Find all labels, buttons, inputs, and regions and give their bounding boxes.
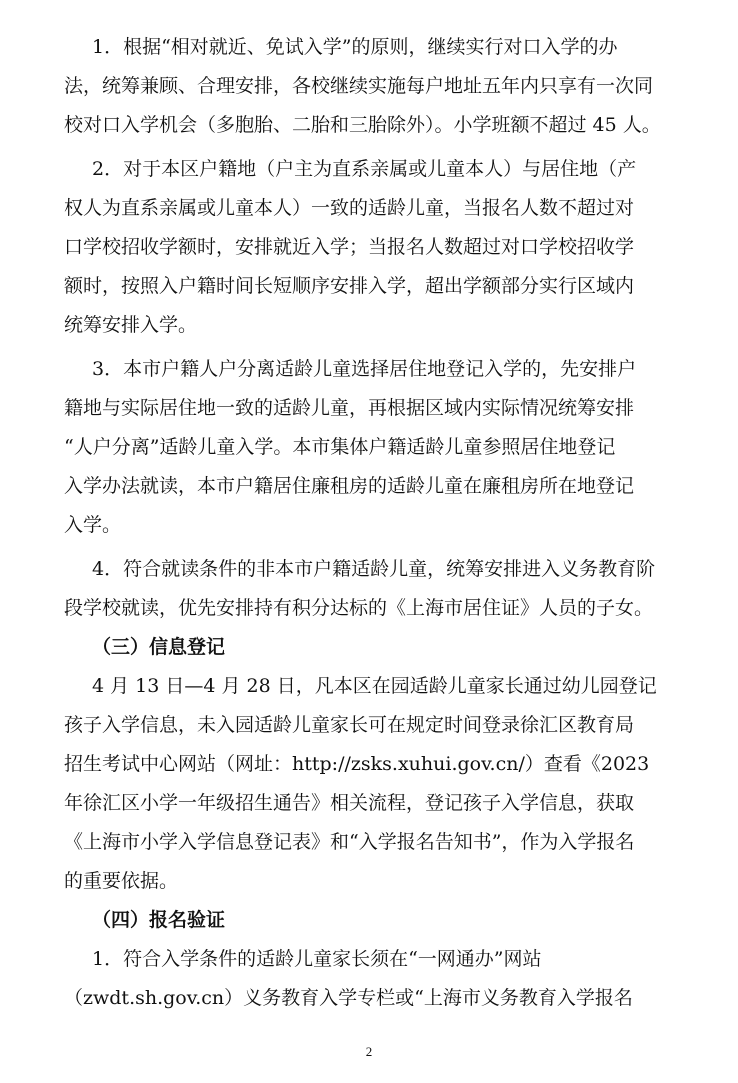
section-3-line-2: 孩子入学信息，未入园适龄儿童家长可在规定时间登录徐汇区教育局 (64, 714, 635, 736)
paragraph-1-line-1: 1．根据“相对就近、免试入学”的原则，继续实行对口入学的办 (92, 36, 618, 58)
section-3-line-6: 的重要依据。 (64, 870, 179, 892)
section-3-line-1: 4 月 13 日—4 月 28 日，凡本区在园适龄儿童家长通过幼儿园登记 (92, 675, 657, 697)
paragraph-2-line-3: 口学校招收学额时，安排就近入学；当报名人数超过对口学校招收学 (64, 236, 635, 258)
paragraph-2-line-2: 权人为直系亲属或儿童本人）一致的适龄儿童，当报名人数不超过对 (64, 197, 635, 219)
paragraph-2-line-5: 统筹安排入学。 (64, 314, 198, 336)
paragraph-3-line-1: 3．本市户籍人户分离适龄儿童选择居住地登记入学的，先安排户 (92, 358, 637, 380)
paragraph-2-line-4: 额时，按照入户籍时间长短顺序安排入学，超出学额部分实行区域内 (64, 275, 635, 297)
section-4-line-2: （zwdt.sh.gov.cn）义务教育入学专栏或“上海市义务教育入学报名 (64, 987, 633, 1009)
section-4-line-1: 1．符合入学条件的适龄儿童家长须在“一网通办”网站 (92, 948, 542, 970)
paragraph-4-line-2: 段学校就读，优先安排持有积分达标的《上海市居住证》人员的子女。 (64, 597, 654, 619)
section-3-line-3: 招生考试中心网站（网址：http://zsks.xuhui.gov.cn/）查看《2023 (64, 753, 650, 775)
paragraph-4-line-1: 4．符合就读条件的非本市户籍适龄儿童，统筹安排进入义务教育阶 (92, 558, 656, 580)
paragraph-1-line-3: 校对口入学机会（多胞胎、二胎和三胎除外）。小学班额不超过 45 人。 (64, 114, 661, 136)
paragraph-3-line-3: “人户分离”适龄儿童入学。本市集体户籍适龄儿童参照居住地登记 (64, 436, 616, 458)
paragraph-3-line-2: 籍地与实际居住地一致的适龄儿童，再根据区域内实际情况统筹安排 (64, 397, 635, 419)
paragraph-3-line-5: 入学。 (64, 514, 122, 536)
section-3-heading: （三）信息登记 (92, 636, 226, 658)
section-3-line-4: 年徐汇区小学一年级招生通告》相关流程，登记孩子入学信息，获取 (64, 792, 635, 814)
paragraph-1-line-2: 法，统筹兼顾、合理安排，各校继续实施每户地址五年内只享有一次同 (64, 75, 654, 97)
paragraph-3-line-4: 入学办法就读，本市户籍居住廉租房的适龄儿童在廉租房所在地登记 (64, 475, 635, 497)
section-3-line-5: 《上海市小学入学信息登记表》和“入学报名告知书”，作为入学报名 (64, 831, 635, 853)
page-number: 2 (365, 1044, 373, 1059)
section-4-heading: （四）报名验证 (92, 909, 226, 931)
paragraph-2-line-1: 2．对于本区户籍地（户主为直系亲属或儿童本人）与居住地（产 (92, 158, 637, 180)
